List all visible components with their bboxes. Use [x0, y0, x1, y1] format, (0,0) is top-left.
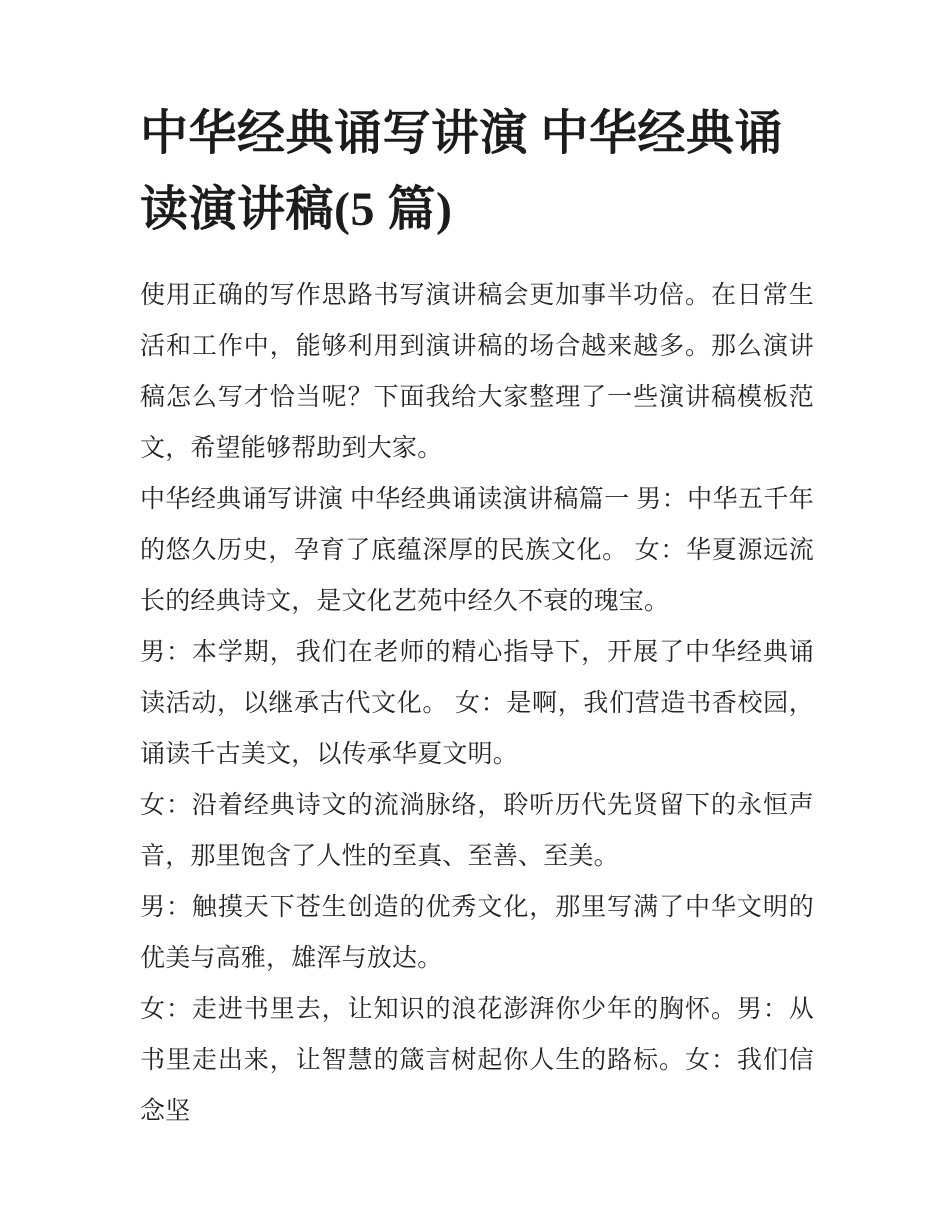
document-body	[140, 270, 814, 1137]
paragraph-section-one-opening: 中华经典诵写讲演 中华经典诵读演讲稿篇一 男：中华五千年的悠久历史，孕育了底蕴深厚的民族文化。 女：华夏源远流长的经典诗文，是文化艺苑中经久不衰的瑰宝。	[140, 486, 814, 615]
paragraph-dialogue-4: 女：走进书里去，让知识的浪花澎湃你少年的胸怀。男：从书里走出来，让智慧的箴言树起你人生的路标。女：我们信念坚	[140, 996, 814, 1125]
paragraph-dialogue-1: 男：本学期，我们在老师的精心指导下，开展了中华经典诵读活动，以继承古代文化。 女：是啊，我们营造书香校园，诵读千古美文，以传承华夏文明。	[140, 639, 814, 768]
paragraph-intro: 使用正确的写作思路书写演讲稿会更加事半功倍。在日常生活和工作中，能够利用到演讲稿的场合越来越多。那么演讲稿怎么写才恰当呢？下面我给大家整理了一些演讲稿模板范文，希望能够帮助到大家。	[140, 282, 814, 462]
document-title: 中华经典诵写讲演 中华经典诵读演讲稿(5 篇)	[140, 107, 784, 236]
paragraph-dialogue-2: 女：沿着经典诗文的流淌脉络，聆听历代先贤留下的永恒声音，那里饱含了人性的至真、至善、至美。	[140, 792, 814, 870]
paragraph-dialogue-3: 男：触摸天下苍生创造的优秀文化，那里写满了中华文明的优美与高雅，雄浑与放达。	[140, 894, 814, 972]
